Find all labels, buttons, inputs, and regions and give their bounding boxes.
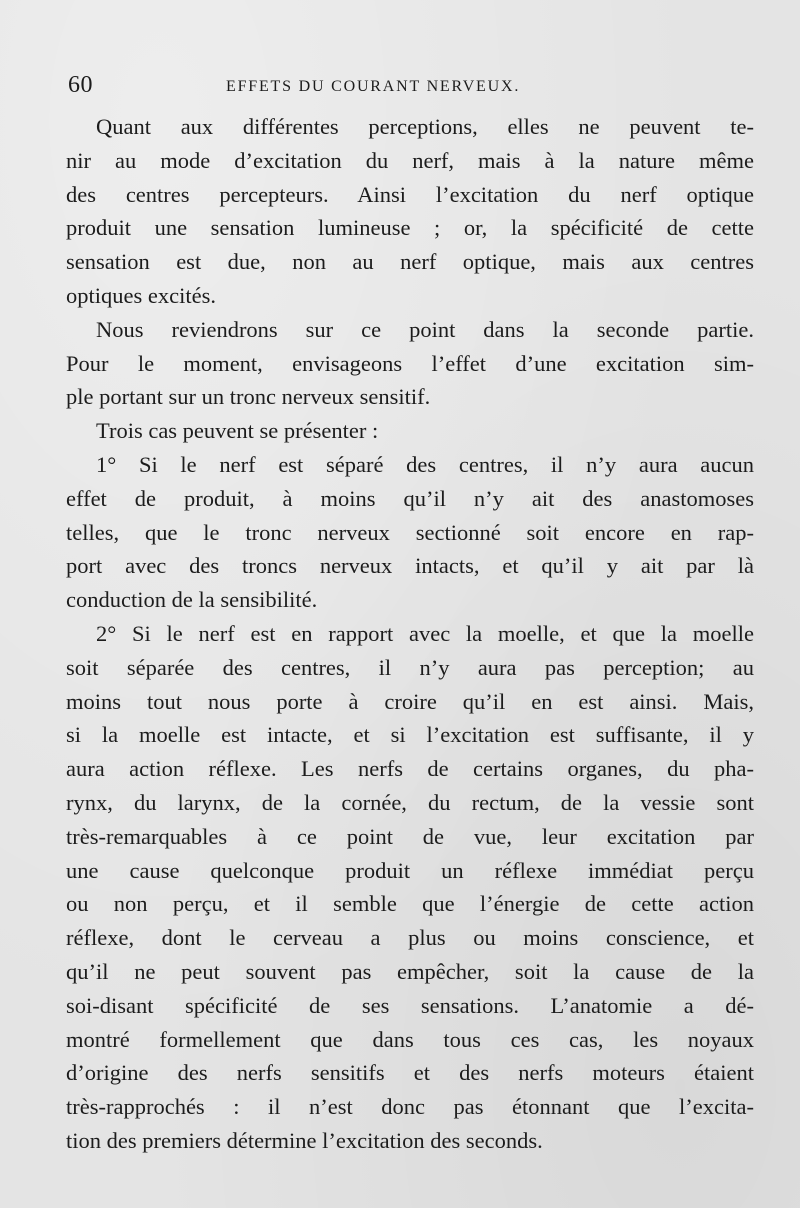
text-line: aura action réflexe. Les nerfs de certains organes, du pha-: [66, 756, 754, 782]
text-line: optiques excités.: [66, 282, 216, 308]
text-line: produit une sensation lumineuse ; or, la spécificité de cette: [66, 215, 754, 241]
text-line: d’origine des nerfs sensitifs et des nerfs moteurs étaient: [66, 1060, 754, 1086]
text-line: une cause quelconque produit un réflexe immédiat perçu: [66, 857, 754, 883]
text-line: port avec des troncs nerveux intacts, et qu’il y ait par là: [66, 553, 754, 579]
text-line: ple portant sur un tronc nerveux sensitif.: [66, 384, 431, 410]
text-line: Quant aux différentes perceptions, elles ne peuvent te-: [96, 114, 754, 139]
running-title: EFFETS DU COURANT NERVEUX.: [226, 78, 521, 95]
text-line: conduction de la sensibilité.: [66, 587, 318, 613]
text-line: rynx, du larynx, de la cornée, du rectum, de la vessie sont: [66, 789, 754, 815]
text-line: telles, que le tronc nerveux sectionné soit encore en rap-: [66, 519, 754, 545]
text-line: Pour le moment, envisageons l’effet d’une excitation sim-: [66, 350, 754, 376]
text-line: effet de produit, à moins qu’il n’y ait des anastomoses: [66, 485, 754, 511]
text-line: tion des premiers détermine l’excitation des seconds.: [66, 1127, 543, 1153]
text-line: soi-disant spécificité de ses sensations. L’anatomie a dé-: [66, 992, 754, 1018]
text-line: des centres percepteurs. Ainsi l’excitation du nerf optique: [66, 181, 754, 207]
text-line: 2° Si le nerf est en rapport avec la moelle, et que la moelle: [96, 620, 754, 646]
text-line: soit séparée des centres, il n’y aura pas perception; au: [66, 654, 754, 680]
text-line: nir au mode d’excitation du nerf, mais à la nature même: [66, 147, 754, 173]
text-line: ou non perçu, et il semble que l’énergie de cette action: [66, 891, 754, 917]
text-line: sensation est due, non au nerf optique, mais aux centres: [66, 249, 754, 275]
text-line: Nous reviendrons sur ce point dans la seconde partie.: [96, 316, 754, 342]
text-line: Trois cas peuvent se présenter :: [96, 418, 379, 444]
text-line: réflexe, dont le cerveau a plus ou moins conscience, et: [66, 925, 754, 951]
running-head: [66, 72, 756, 106]
text-line: montré formellement que dans tous ces cas, les noyaux: [66, 1026, 754, 1052]
page-number: 60: [68, 72, 93, 98]
text-line: très-remarquables à ce point de vue, leur excitation par: [66, 823, 754, 849]
text-line: très-rapprochés : il n’est donc pas étonnant que l’excita-: [66, 1094, 754, 1120]
text-line: moins tout nous porte à croire qu’il en est ainsi. Mais,: [66, 688, 754, 714]
text-line: si la moelle est intacte, et si l’excitation est suffisante, il y: [66, 722, 754, 748]
text-line: 1° Si le nerf est séparé des centres, il n’y aura aucun: [96, 451, 754, 477]
text-line: qu’il ne peut souvent pas empêcher, soit la cause de la: [66, 958, 754, 984]
body-text: [66, 110, 754, 1158]
